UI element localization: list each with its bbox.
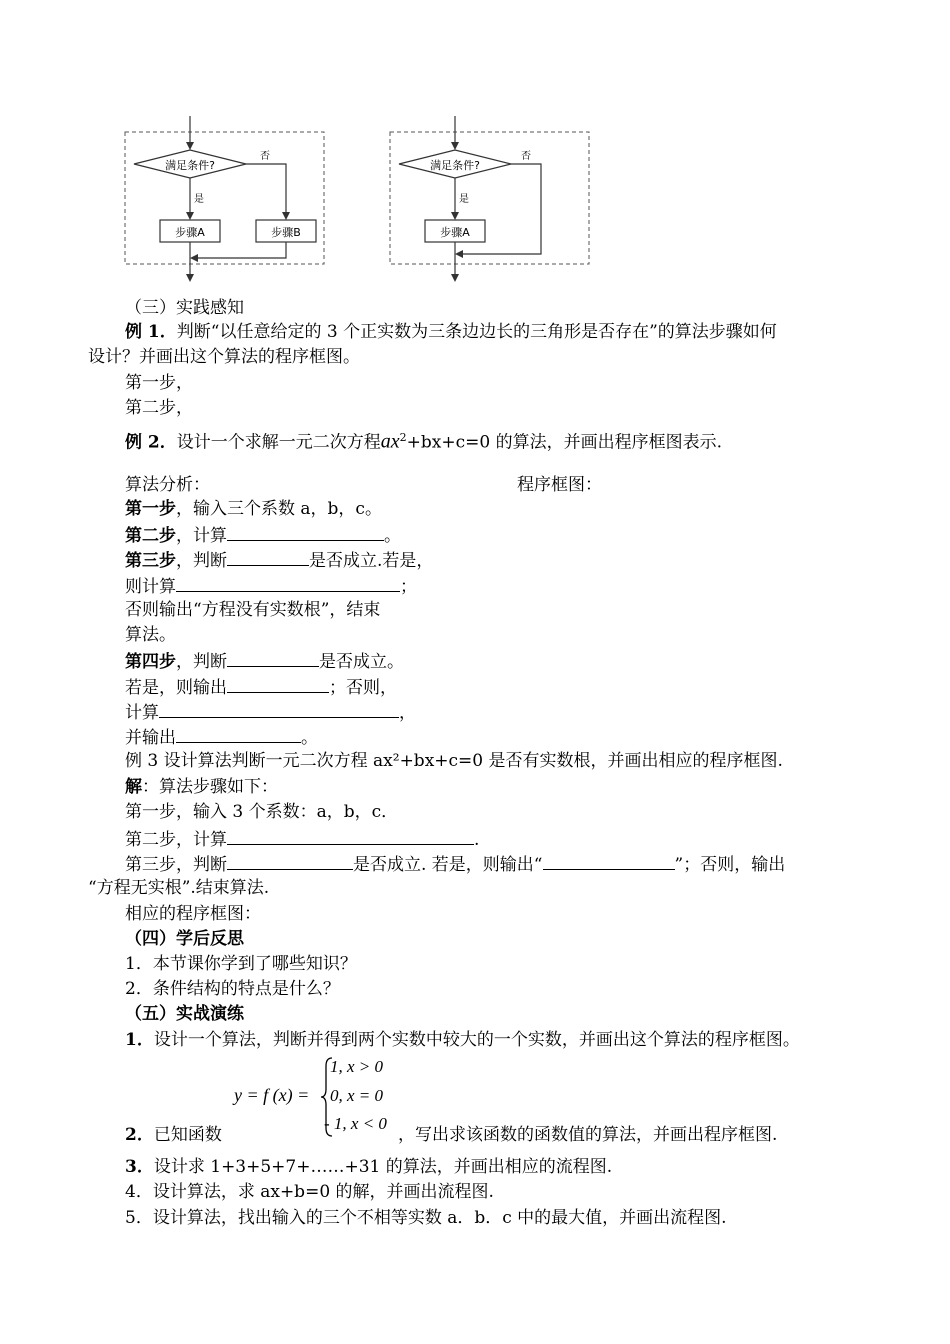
- no-label: 否: [521, 151, 531, 162]
- solution-line: [125, 775, 278, 799]
- step-a-label: 步骤A: [175, 226, 205, 239]
- step4-l4: 并输出: [125, 728, 176, 748]
- practice-2-post: ，写出求该函数的函数值的算法，并画出程序框图.: [398, 1125, 778, 1145]
- flowchart-if-else: [120, 112, 330, 282]
- practice-3-num: 3．: [125, 1157, 154, 1177]
- step2-line: [125, 522, 401, 548]
- practice-2-num: 2．: [125, 1125, 154, 1145]
- ex3-flow-label: 相应的程序框图：: [125, 904, 261, 924]
- flowchart-label: 程序框图：: [517, 475, 602, 495]
- function-case-3: - 1, x < 0: [324, 1114, 387, 1133]
- step1-line: [125, 497, 382, 521]
- step3-line4: 算法。: [125, 625, 176, 645]
- practice-3-text: 设计求 1+3+5+7+……+31 的算法，并画出相应的流程图.: [153, 1157, 613, 1177]
- dashed-frame: [390, 132, 589, 264]
- ex3-step1: 第一步，输入 3 个系数：a，b，c．: [125, 802, 399, 822]
- step4-l4-end: 。: [301, 728, 318, 748]
- example2-post: +bx+c=0 的算法，并画出程序框图表示.: [406, 432, 722, 453]
- practice-1: [125, 1028, 800, 1052]
- example1-text: 判断“以任意给定的 3 个正实数为三条边边长的三角形是否存在”的算法步骤如何: [176, 322, 777, 342]
- ex3-step2-end: .: [474, 830, 480, 850]
- example1-label: 例 1．: [125, 322, 177, 342]
- step1-bold: 第一步: [125, 499, 176, 519]
- step2-text: ，计算: [176, 526, 227, 546]
- step4-line4: [125, 724, 318, 750]
- step-b-label: 步骤B: [271, 226, 301, 239]
- step4-l3: 计算: [125, 703, 159, 723]
- function-lhs: y = f (x) =: [234, 1085, 310, 1105]
- blank-field[interactable]: [227, 648, 319, 667]
- yes-label: 是: [459, 194, 469, 205]
- step3-text: ，判断: [176, 551, 227, 571]
- step4-line1: [125, 648, 404, 674]
- function-case-1: 1, x > 0: [330, 1057, 384, 1076]
- step3-line3: 否则输出“方程没有实数根”，结束: [125, 600, 381, 620]
- step3-bold: 第三步: [125, 551, 176, 571]
- step3-l2-end: ；: [400, 577, 417, 597]
- step3-line1: [125, 547, 433, 573]
- section3-heading: （三）实践感知: [125, 298, 244, 318]
- ex3-step3b: 是否成立. 若是，则输出“: [353, 855, 543, 875]
- step4-l2b: ；否则，: [329, 678, 397, 698]
- practice-4: 4．设计算法，求 ax+b=0 的解，并画出流程图.: [125, 1182, 494, 1202]
- practice-1-text: 设计一个算法，判断并得到两个实数中较大的一个实数，并画出这个算法的程序框图。: [153, 1030, 800, 1050]
- practice-2-pre: 已知函数: [153, 1125, 222, 1145]
- example1-step1: 第一步，: [125, 373, 193, 393]
- ex3-step2: [125, 826, 479, 852]
- example2-math: ax: [380, 430, 400, 453]
- practice-3: [125, 1155, 612, 1179]
- ex3-step2-text: 第二步，计算: [125, 830, 227, 850]
- step4-line3: [125, 699, 416, 725]
- condition-label: 满足条件?: [430, 159, 480, 172]
- analysis-label: 算法分析：: [125, 475, 210, 495]
- example1-line1: [125, 320, 777, 344]
- example1-step2: 第二步，: [125, 398, 193, 418]
- step4-l3-end: ，: [399, 703, 416, 723]
- reflect-q2: 2．条件结构的特点是什么？: [125, 979, 340, 999]
- yes-label: 是: [194, 194, 204, 205]
- step4-l2a: 若是，则输出: [125, 678, 227, 698]
- example2-sup: 2: [399, 431, 407, 444]
- step4-text2: 是否成立。: [319, 652, 404, 672]
- practice-5: 5．设计算法，找出输入的三个不相等实数 a．b．c 中的最大值，并画出流程图.: [125, 1208, 727, 1228]
- ex3-step3: [125, 851, 785, 877]
- blank-field[interactable]: [227, 851, 353, 870]
- blank-field[interactable]: [543, 851, 675, 870]
- example3-line: 例 3 设计算法判断一元二次方程 ax²+bx+c=0 是否有实数根，并画出相应的程序框图.: [125, 751, 783, 771]
- blank-field[interactable]: [159, 699, 399, 718]
- section4-heading: （四）学后反思: [125, 929, 244, 949]
- step3-line2: [125, 573, 417, 599]
- ex3-step3-cont: “方程无实根”.结束算法.: [88, 878, 270, 898]
- example2-line: [125, 426, 722, 455]
- ex3-step3c: ”；否则，输出: [674, 855, 786, 875]
- function-case-2: 0, x = 0: [330, 1086, 384, 1105]
- example1-line2: 设计？并画出这个算法的程序框图。: [88, 347, 360, 367]
- step4-bold: 第四步: [125, 652, 176, 672]
- no-label: 否: [260, 151, 270, 162]
- merge-line: [194, 242, 286, 258]
- step3-text2: 是否成立.若是，: [309, 551, 434, 571]
- blank-field[interactable]: [176, 573, 400, 592]
- dashed-frame: [125, 132, 324, 264]
- no-branch-line: [246, 164, 286, 216]
- step2-bold: 第二步: [125, 526, 176, 546]
- step2-end: 。: [384, 526, 401, 546]
- practice-2-num-line: [125, 1123, 222, 1147]
- flowchart-if: [385, 112, 595, 282]
- solution-text: ：算法步骤如下：: [142, 777, 278, 797]
- blank-field[interactable]: [227, 674, 329, 693]
- condition-label: 满足条件?: [165, 159, 215, 172]
- step3-l2: 则计算: [125, 577, 176, 597]
- reflect-q1: 1．本节课你学到了哪些知识？: [125, 954, 357, 974]
- blank-field[interactable]: [227, 826, 474, 845]
- step4-text: ，判断: [176, 652, 227, 672]
- practice-1-num: 1．: [125, 1030, 154, 1050]
- section5-heading: （五）实战演练: [125, 1004, 244, 1024]
- blank-field[interactable]: [176, 724, 301, 743]
- step1-text: ，输入三个系数 a，b，c。: [176, 499, 382, 519]
- example2-label: 例 2．: [125, 432, 177, 453]
- example2-pre: 设计一个求解一元二次方程: [176, 432, 381, 453]
- step-a-label: 步骤A: [440, 226, 470, 239]
- blank-field[interactable]: [227, 547, 309, 566]
- blank-field[interactable]: [227, 522, 384, 541]
- solution-bold: 解: [125, 777, 142, 797]
- step4-line2: [125, 674, 397, 700]
- ex3-step3a: 第三步，判断: [125, 855, 227, 875]
